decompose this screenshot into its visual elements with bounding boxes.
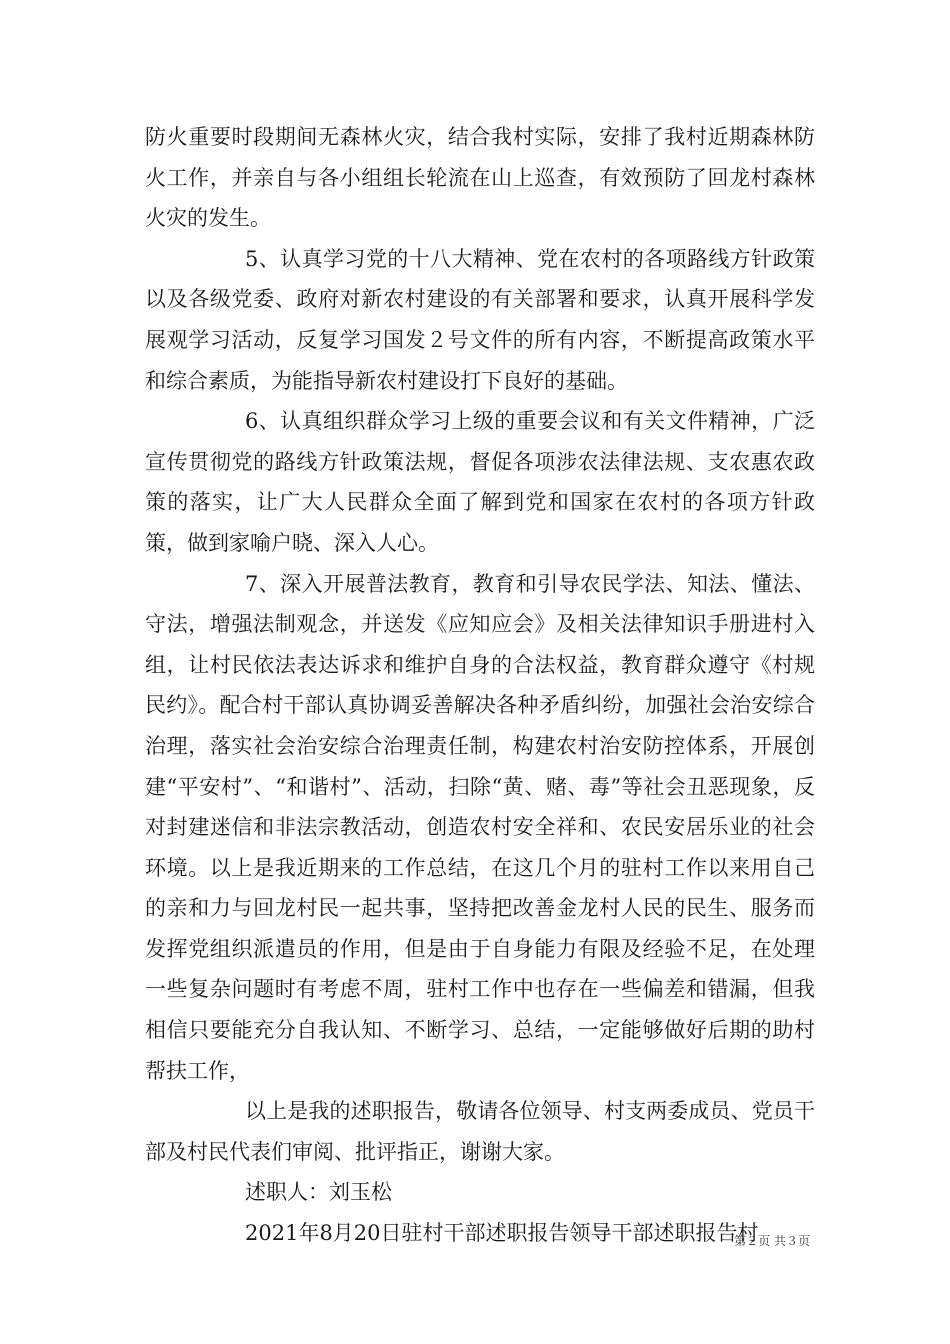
- paragraph-closing: 以上是我的述职报告，敬请各位领导、村支两委成员、党员干部及村民代表们审阅、批评指正，谢谢大家。: [145, 1099, 815, 1164]
- paragraph-item-6: 6、认真组织群众学习上级的重要会议和有关文件精神，广泛宣传贯彻党的路线方针政策法规，督促各项涉农法律法规、支农惠农政策的落实，让广大人民群众全面了解到党和国家在农村的各项方针政策，做到家喻户晓、深入人心。: [145, 409, 815, 555]
- signer-line: 述职人：刘玉松: [245, 1180, 392, 1205]
- paragraph-item-5: 5、认真学习党的十八大精神、党在农村的各项路线方针政策以及各级党委、政府对新农村建设的有关部署和要求，认真开展科学发展观学习活动，反复学习国发２号文件的所有内容，不断提高政策水平和综合素质，为能指导新农村建设打下良好的基础。: [145, 246, 815, 393]
- document-body: [145, 117, 815, 1254]
- paragraph-item-7: 7、深入开展普法教育，教育和引导农民学法、知法、懂法、守法，增强法制观念，并送发《应知应会》及相关法律知识手册进村入组，让村民依法表达诉求和维护自身的合法权益，教育群众遵守《村规民约》。配合村干部认真协调妥善解决各种矛盾纠纷，加强社会治安综合治理，落实社会治安综合治理责任制，构建农村治安防控体系，开展创建“平安村”、“和谐村”、活动，扫除“黄、赌、毒”等社会丑恶现象，反对封建迷信和非法宗教活动，创造农村安全祥和、农民安居乐业的社会环境。以上是我近期来的工作总结，在这几个月的驻村工作以来用自己的亲和力与回龙村民一起共事，坚持把改善金龙村人民的民生、服务而发挥党组织派遣员的作用，但是由于自身能力有限及经验不足，在处理一些复杂问题时有考虑不周，驻村工作中也存在一些偏差和错漏，但我相信只要能充分自我认知、不断学习、总结，一定能够做好后期的助村帮扶工作，: [145, 571, 815, 1083]
- date-line: 2021年8月20日驻村干部述职报告领导干部述职报告村: [245, 1221, 759, 1246]
- paragraph-continued: 防火重要时段期间无森林火灾，结合我村实际，安排了我村近期森林防火工作，并亲自与各小组组长轮流在山上巡查，有效预防了回龙村森林火灾的发生。: [145, 125, 815, 231]
- page-number-footer: 第２页 共３页: [734, 1234, 810, 1248]
